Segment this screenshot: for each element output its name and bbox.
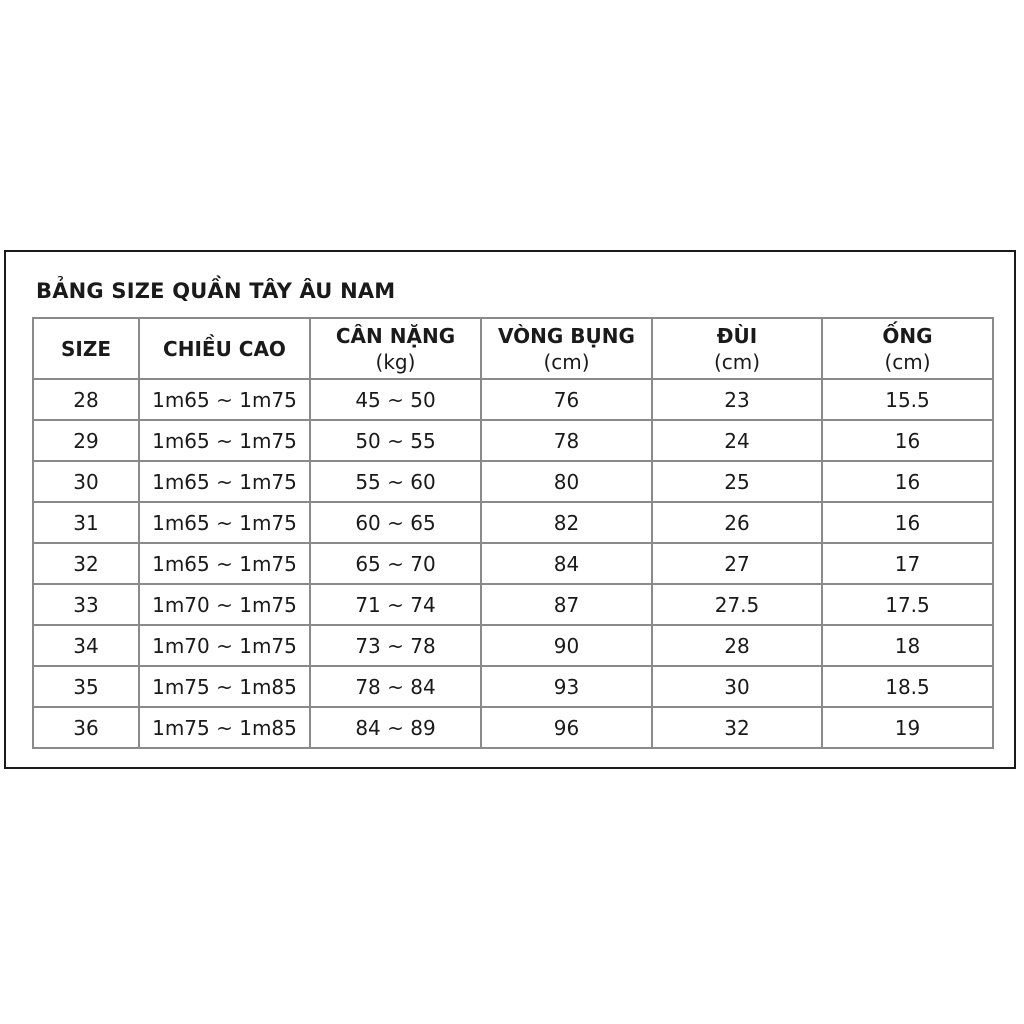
header-row bbox=[33, 318, 993, 379]
leg-opening-cell: 18 bbox=[822, 625, 993, 666]
size-cell: 32 bbox=[33, 543, 139, 584]
size-table bbox=[32, 317, 994, 749]
leg-opening-cell: 16 bbox=[822, 461, 993, 502]
column-header-unit: (cm) bbox=[713, 349, 761, 374]
leg-opening-cell: 16 bbox=[822, 502, 993, 543]
height-cell: 1m65 ~ 1m75 bbox=[139, 461, 310, 502]
weight-cell: 60 ~ 65 bbox=[310, 502, 481, 543]
weight-cell: 50 ~ 55 bbox=[310, 420, 481, 461]
table-row bbox=[33, 420, 993, 461]
table-row bbox=[33, 625, 993, 666]
column-header-label: CHIỀU CAO bbox=[163, 336, 286, 361]
height-cell: 1m65 ~ 1m75 bbox=[139, 420, 310, 461]
height-cell: 1m75 ~ 1m85 bbox=[139, 666, 310, 707]
leg-opening-cell: 15.5 bbox=[822, 379, 993, 420]
waist-cell: 76 bbox=[481, 379, 652, 420]
waist-cell: 93 bbox=[481, 666, 652, 707]
height-cell: 1m70 ~ 1m75 bbox=[139, 625, 310, 666]
height-cell: 1m75 ~ 1m85 bbox=[139, 707, 310, 748]
leg-opening-cell: 16 bbox=[822, 420, 993, 461]
column-header-unit: (cm) bbox=[884, 349, 931, 374]
weight-cell: 71 ~ 74 bbox=[310, 584, 481, 625]
column-header-label: CÂN NẶNG bbox=[335, 323, 456, 348]
column-header-label: SIZE bbox=[60, 336, 111, 361]
thigh-cell: 30 bbox=[652, 666, 822, 707]
height-cell: 1m65 ~ 1m75 bbox=[139, 379, 310, 420]
table-row bbox=[33, 584, 993, 625]
height-cell: 1m65 ~ 1m75 bbox=[139, 502, 310, 543]
column-header-waist bbox=[481, 318, 652, 379]
leg-opening-cell: 19 bbox=[822, 707, 993, 748]
column-header-unit: (kg) bbox=[375, 349, 416, 374]
table-row bbox=[33, 707, 993, 748]
size-cell: 34 bbox=[33, 625, 139, 666]
weight-cell: 84 ~ 89 bbox=[310, 707, 481, 748]
waist-cell: 84 bbox=[481, 543, 652, 584]
thigh-cell: 24 bbox=[652, 420, 822, 461]
size-cell: 36 bbox=[33, 707, 139, 748]
table-row bbox=[33, 543, 993, 584]
column-header-size bbox=[33, 318, 139, 379]
column-header-weight bbox=[310, 318, 481, 379]
waist-cell: 87 bbox=[481, 584, 652, 625]
size-cell: 29 bbox=[33, 420, 139, 461]
leg-opening-cell: 17.5 bbox=[822, 584, 993, 625]
waist-cell: 80 bbox=[481, 461, 652, 502]
size-chart-title: BẢNG SIZE QUẦN TÂY ÂU NAM bbox=[36, 279, 396, 303]
waist-cell: 82 bbox=[481, 502, 652, 543]
table-row bbox=[33, 379, 993, 420]
size-cell: 28 bbox=[33, 379, 139, 420]
thigh-cell: 28 bbox=[652, 625, 822, 666]
waist-cell: 90 bbox=[481, 625, 652, 666]
weight-cell: 73 ~ 78 bbox=[310, 625, 481, 666]
waist-cell: 96 bbox=[481, 707, 652, 748]
table-row bbox=[33, 502, 993, 543]
size-cell: 30 bbox=[33, 461, 139, 502]
column-header-label: VÒNG BỤNG bbox=[498, 323, 635, 348]
thigh-cell: 27 bbox=[652, 543, 822, 584]
size-cell: 35 bbox=[33, 666, 139, 707]
table-row bbox=[33, 461, 993, 502]
size-cell: 33 bbox=[33, 584, 139, 625]
column-header-thigh bbox=[652, 318, 822, 379]
column-header-unit: (cm) bbox=[543, 349, 590, 374]
height-cell: 1m70 ~ 1m75 bbox=[139, 584, 310, 625]
thigh-cell: 23 bbox=[652, 379, 822, 420]
waist-cell: 78 bbox=[481, 420, 652, 461]
table-body bbox=[33, 379, 993, 748]
weight-cell: 78 ~ 84 bbox=[310, 666, 481, 707]
thigh-cell: 27.5 bbox=[652, 584, 822, 625]
thigh-cell: 25 bbox=[652, 461, 822, 502]
thigh-cell: 32 bbox=[652, 707, 822, 748]
column-header-label: ỐNG bbox=[882, 323, 933, 348]
leg-opening-cell: 18.5 bbox=[822, 666, 993, 707]
size-cell: 31 bbox=[33, 502, 139, 543]
thigh-cell: 26 bbox=[652, 502, 822, 543]
weight-cell: 45 ~ 50 bbox=[310, 379, 481, 420]
table-row bbox=[33, 666, 993, 707]
column-header-label: ĐÙI bbox=[716, 323, 758, 348]
weight-cell: 55 ~ 60 bbox=[310, 461, 481, 502]
leg-opening-cell: 17 bbox=[822, 543, 993, 584]
column-header-height bbox=[139, 318, 310, 379]
weight-cell: 65 ~ 70 bbox=[310, 543, 481, 584]
column-header-leg-opening bbox=[822, 318, 993, 379]
height-cell: 1m65 ~ 1m75 bbox=[139, 543, 310, 584]
